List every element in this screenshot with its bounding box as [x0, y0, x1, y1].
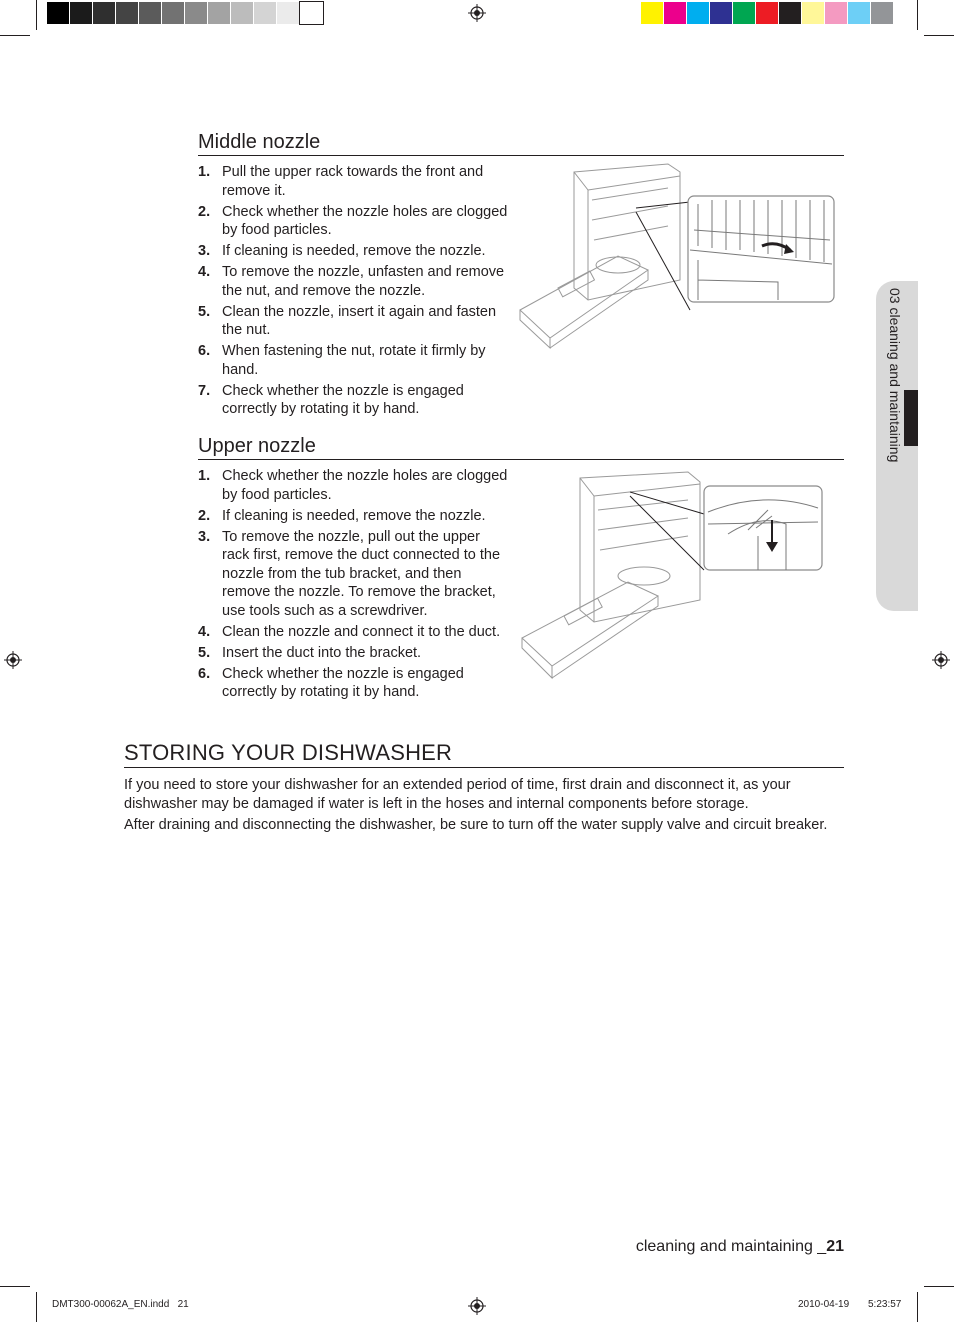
step-text: To remove the nozzle, unfasten and remove the nut, and remove the nozzle. — [222, 264, 505, 299]
crop-mark — [924, 1286, 954, 1287]
crop-mark — [917, 1292, 918, 1322]
step-number: 4. — [198, 264, 211, 280]
step-item — [198, 263, 510, 300]
middle-nozzle-steps — [198, 163, 510, 421]
step-number: 2. — [198, 507, 211, 524]
crosshair-circle-icon — [932, 651, 950, 669]
crosshair-circle-icon — [468, 1297, 486, 1315]
step-item — [198, 203, 510, 240]
section-heading-middle-nozzle: Middle nozzle — [198, 130, 844, 156]
grayscale-color-bar — [47, 2, 323, 24]
process-color-swatch — [779, 2, 802, 24]
step-item — [198, 528, 510, 621]
gray-swatch — [300, 2, 323, 24]
process-color-bar — [641, 2, 894, 24]
step-item — [198, 303, 510, 340]
process-color-swatch — [641, 2, 664, 24]
process-color-swatch — [664, 2, 687, 24]
gray-swatch — [162, 2, 185, 24]
gray-swatch — [231, 2, 254, 24]
crosshair-circle-icon — [4, 651, 22, 669]
storing-paragraph: After draining and disconnecting the dishwasher, be sure to turn off the water supply valve and circuit breaker. — [124, 817, 828, 833]
gray-swatch — [185, 2, 208, 24]
step-text: If cleaning is needed, remove the nozzle. — [222, 507, 486, 524]
step-number: 3. — [198, 243, 211, 259]
gray-swatch — [277, 2, 300, 24]
upper-nozzle-steps — [198, 467, 510, 704]
gray-swatch — [208, 2, 231, 24]
step-number: 5. — [198, 303, 211, 320]
process-color-swatch — [710, 2, 733, 24]
process-color-swatch — [848, 2, 871, 24]
step-item — [198, 623, 510, 642]
dishwasher-middle-nozzle-illustration — [518, 160, 838, 352]
crop-mark — [36, 1292, 37, 1322]
step-text: Insert the duct into the bracket. — [222, 644, 422, 661]
slug-date: 2010-04-19 — [798, 1299, 850, 1310]
gray-swatch — [254, 2, 277, 24]
section-heading-upper-nozzle: Upper nozzle — [198, 434, 844, 460]
step-text: Clean the nozzle, insert it again and fasten the nut. — [222, 303, 497, 338]
dishwasher-upper-nozzle-illustration — [518, 470, 828, 682]
step-text: Pull the upper rack towards the front and remove it. — [222, 164, 484, 199]
process-color-swatch — [802, 2, 825, 24]
slug-time: 5:23:57 — [868, 1299, 902, 1310]
gray-swatch — [70, 2, 93, 24]
step-item — [198, 382, 510, 419]
step-text: Check whether the nozzle is engaged correctly by rotating it by hand. — [222, 665, 464, 700]
crop-mark — [0, 1286, 30, 1287]
crop-mark — [36, 0, 37, 30]
page-footer — [636, 1238, 844, 1256]
gray-swatch — [47, 2, 70, 24]
crop-mark — [0, 35, 30, 36]
step-item — [198, 644, 510, 663]
gray-swatch — [93, 2, 116, 24]
slug-file-name: DMT300-00062A_EN.indd 21 — [52, 1299, 189, 1310]
step-text: Check whether the nozzle is engaged correctly by rotating it by hand. — [222, 382, 464, 417]
step-number: 6. — [198, 343, 211, 359]
step-number: 6. — [198, 665, 211, 682]
step-number: 2. — [198, 203, 211, 220]
gray-swatch — [116, 2, 139, 24]
crosshair-circle-icon — [468, 4, 486, 22]
step-number: 7. — [198, 382, 211, 399]
step-item — [198, 467, 510, 504]
process-color-swatch — [733, 2, 756, 24]
step-text: To remove the nozzle, pull out the upper rack first, remove the duct connected to the nozzle from the tub bracket, and then remove the nozzle. To remove the bracket, use tools such as a screwdriver. — [222, 528, 501, 619]
process-color-swatch — [756, 2, 779, 24]
storing-paragraph: If you need to store your dishwasher for an extended period of time, first drain and disconnect it, as your dishwasher may be damaged if water is left in the hoses and internal components before storage. — [124, 777, 791, 812]
crop-mark — [917, 0, 918, 30]
process-color-swatch — [871, 2, 894, 24]
page-number: 21 — [826, 1238, 844, 1255]
crop-mark — [924, 35, 954, 36]
step-text: Check whether the nozzle holes are clogged by food particles. — [222, 468, 508, 503]
step-item — [198, 242, 510, 261]
chapter-side-tab-marker — [904, 390, 918, 446]
process-color-swatch — [687, 2, 710, 24]
section-heading-storing: STORING YOUR DISHWASHER — [124, 740, 844, 768]
step-text: Clean the nozzle and connect it to the duct. — [222, 623, 501, 640]
step-number: 4. — [198, 623, 211, 640]
step-number: 1. — [198, 468, 211, 484]
step-item — [198, 163, 510, 200]
step-text: If cleaning is needed, remove the nozzle. — [222, 243, 486, 259]
footer-section-label: cleaning and maintaining _ — [635, 1238, 827, 1255]
step-text: Check whether the nozzle holes are clogged by food particles. — [222, 203, 508, 238]
step-item — [198, 507, 510, 526]
step-number: 1. — [198, 164, 211, 180]
step-text: When fastening the nut, rotate it firmly by hand. — [222, 343, 486, 378]
gray-swatch — [139, 2, 162, 24]
step-number: 5. — [198, 644, 211, 661]
step-item — [198, 342, 510, 379]
step-item — [198, 665, 510, 702]
process-color-swatch — [825, 2, 848, 24]
step-number: 3. — [198, 528, 211, 545]
chapter-side-label: 03 cleaning and maintaining — [887, 288, 903, 463]
